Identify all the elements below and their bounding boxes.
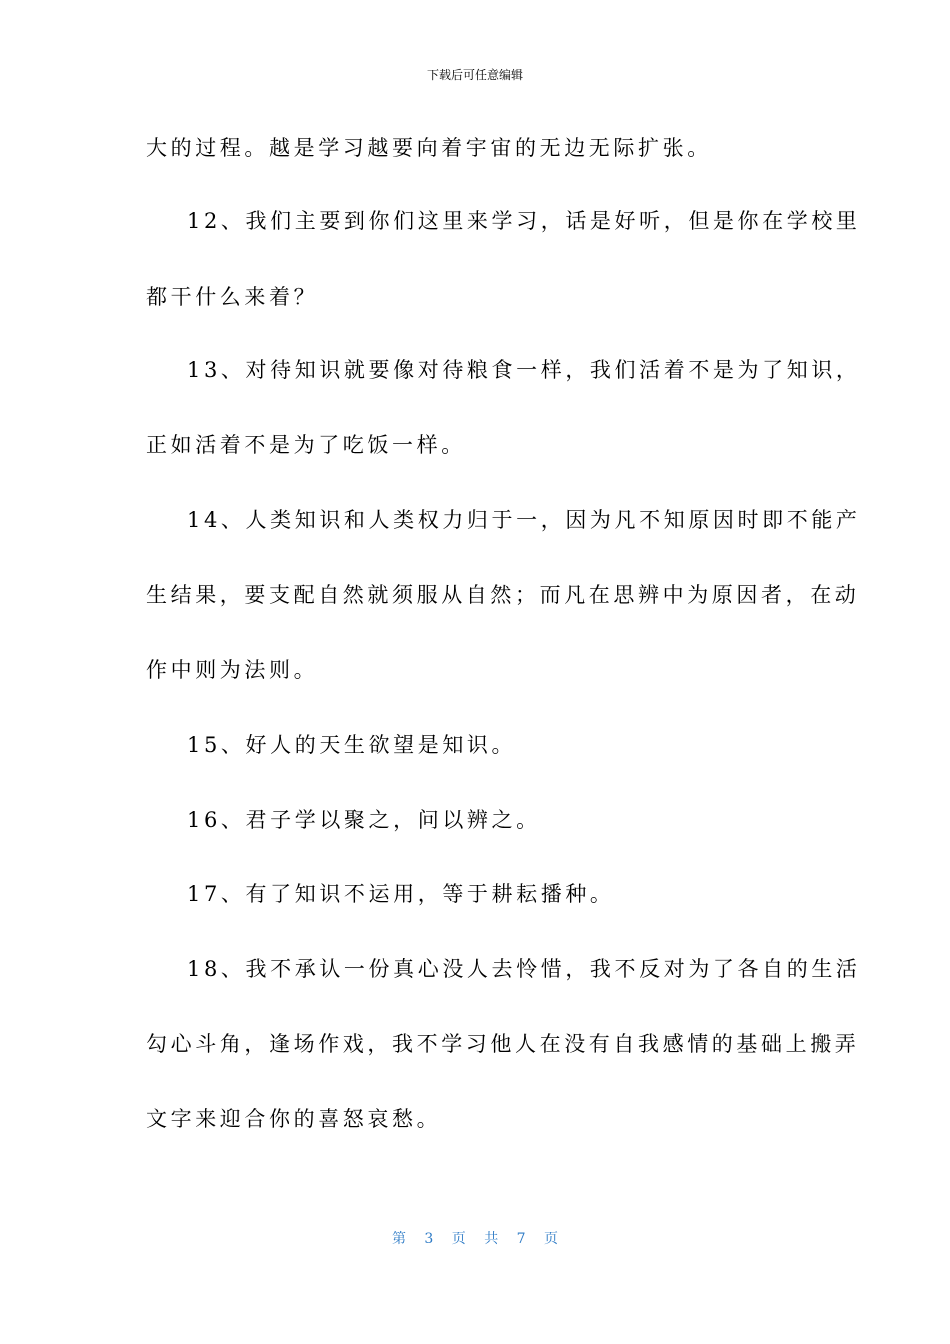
text-line: 正如活着不是为了吃饭一样。	[146, 433, 466, 457]
text-line: 12、我们主要到你们这里来学习，话是好听，但是你在学校里	[187, 209, 861, 233]
page-number-footer: 第 3 页 共 7 页	[391, 1231, 559, 1247]
text-line: 14、人类知识和人类权力归于一，因为凡不知原因时即不能产	[187, 508, 861, 532]
text-line: 18、我不承认一份真心没人去怜惜，我不反对为了各自的生活	[187, 957, 861, 981]
page-header: 下载后可任意编辑	[426, 68, 523, 82]
text-line: 13、对待知识就要像对待粮食一样，我们活着不是为了知识，	[187, 358, 861, 382]
text-line: 17、有了知识不运用，等于耕耘播种。	[187, 882, 615, 906]
text-line: 文字来迎合你的喜怒哀愁。	[146, 1107, 442, 1131]
text-line: 16、君子学以聚之，问以辨之。	[187, 808, 541, 832]
text-line: 作中则为法则。	[146, 658, 319, 682]
text-line: 15、好人的天生欲望是知识。	[187, 733, 517, 757]
text-line: 勾心斗角，逢场作戏，我不学习他人在没有自我感情的基础上搬弄	[146, 1032, 860, 1056]
text-line: 都干什么来着？	[146, 285, 319, 309]
text-line: 生结果，要支配自然就须服从自然；而凡在思辨中为原因者，在动	[146, 583, 860, 607]
text-line: 大的过程。越是学习越要向着宇宙的无边无际扩张。	[146, 136, 712, 160]
